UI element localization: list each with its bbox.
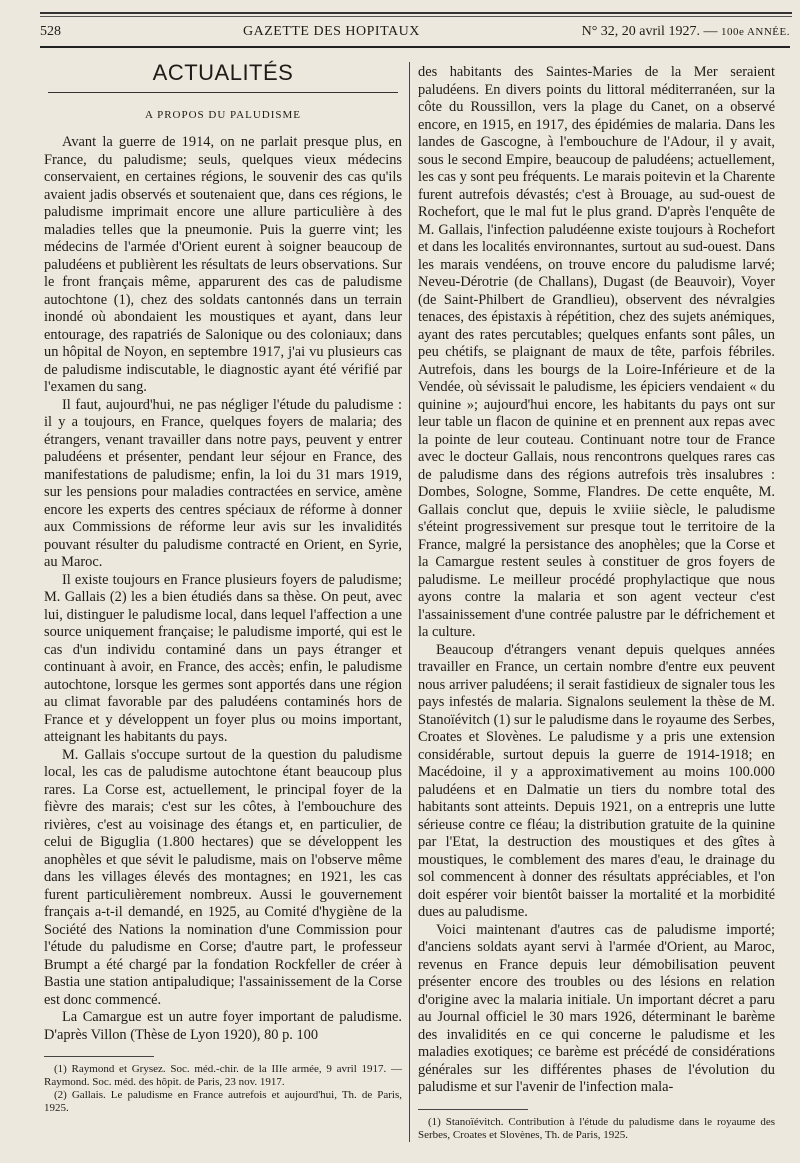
footnote-rule	[44, 1056, 154, 1057]
paragraph: Avant la guerre de 1914, on ne parlait presque plus, en France, du paludisme; seuls, quelques vieux médecins conservaient, en certaines régions, le souvenir des cas qu'ils avaient jadis observés et soutenaient que, dans ces régions, le paludisme imprimait encore une allure particulière à des maladies telles que la pneumonie. Puis la guerre vint; les médecins de l'armée d'Orient eurent à soigner beaucoup de paludéens et publièrent les résultats de leurs observations. Sur le front français même, apparurent des cas de paludisme autochtone (1), chez des soldats cantonnés dans un terrain inondé où abondaient les moustiques et ayant, dans leur entourage, des rapatriés de Salonique ou des coloniaux; dans un hôpital de Noyon, en septembre 1917, j'ai vu plusieurs cas de paludisme indiscutable, le diagnostic ayant été vérifié par l'examen du sang.	[44, 134, 402, 395]
paragraph: Voici maintenant d'autres cas de paludisme importé; d'anciens soldats ayant servi à l'armée d'Orient, au Maroc, revenus en France depuis leur démobilisation peuvent présenter encore des troubles ou des lésions en relation d'origine avec la malaria initiale. Un important décret a paru au Journal officiel le 30 mars 1926, déterminant le barème des invalidités en ce qui concerne le paludisme et les maladies exotiques; ce barème est précédé de considérations générales sur les différentes phases de l'évolution du paludisme et sur l'avenir de l'infection mala-	[418, 921, 775, 1095]
issue-info	[582, 24, 790, 40]
top-border-rule	[40, 12, 792, 14]
left-column	[44, 60, 402, 1115]
paragraph: Beaucoup d'étrangers venant depuis quelques années travailler en France, un certain nombre d'entre eux peuvent nous arriver paludéens; il serait fastidieux de signaler tous les pays infestés de malaria. Signalons seulement la thèse de M. Stanoïévitch (1) sur le paludisme dans le royaume des Serbes, Croates et Slovènes. Le paludisme y a pris une extension considérable, surtout depuis la guerre de 1914-1918; en Macédoine, il y a approximativement au moins 100.000 paludéens et en Dalmatie un tiers du nombre total des habitants sont atteints. Depuis 1921, on a entrepris une lutte sérieuse contre ce fléau; la distribution gratuite de la quinine par l'Etat, la destruction des moustiques et des gîtes à moustiques, le comblement des mares d'eau, le drainage du sol commencent à donner des résultats appréciables, et l'on doit espérer voir bientôt baisser la mortalité et la morbidité dues au paludisme.	[418, 641, 775, 920]
footnote: (1) Raymond et Grysez. Soc. méd.-chir. de la IIIe armée, 9 avril 1917. — Raymond. Soc. méd. des hôpit. de Paris, 23 nov. 1917.	[44, 1063, 402, 1088]
title-rule	[48, 92, 398, 93]
paragraph: des habitants des Saintes-Maries de la Mer seraient paludéens. En divers points du littoral méditerranéen, sur la côte du Roussillon, vers la plage du Canet, on a observé encore, en 1915, en 1917, des épidémies de malaria. Dans les landes de Gascogne, à l'embouchure de l'Adour, il y avait, sous le second Empire, beaucoup de paludéens; actuellement, les cas y sont peu fréquents. Le marais poitevin et la Charente furent autrefois dévastés; c'est à Brouage, au sud-ouest de Rochefort, que le mal fut le plus grand. D'après l'enquête de M. Gallais, l'infection paludéenne existe toujours à Rochefort et dans les localités environnantes, surtout au sud-ouest. Dans les marais vendéens, on trouve encore du paludisme larvé; Neveu-Dérotrie (de Challans), Dugast (de Beauvoir), Voyer (de Saint-Philbert de Grandlieu), observent des névralgies tenaces, des épistaxis à répétition, chez des sujets anémiques, ayant des rates percutables; quelques enfants sont pâles, un peu chétifs, se plaignant de maux de tête, parfois fébriles. Autrefois, dans les bourgs de la Loire-Inférieure et de la Vendée, où sévissait le paludisme, les épiciers vendaient « du quinine »; aujourd'hui encore, les habitants du pays ont sur leur table un flacon de quinine et en prennent aux repas avec la pointe de leur couteau. Continuant notre tour de France avec le docteur Gallais, nous rencontrons quelques rares cas de paludisme dans des régions autrefois très insalubres : Dombes, Sologne, Somme, Flandres. De cette enquête, M. Gallais conclut que, depuis le xviiie siècle, le paludisme s'éteint progressivement sur presque tout le territoire de la France, malgré la persistance des anophèles; que la Corse et la Camargue restent seules à constituer de gros foyers de paludisme. Le meilleur procédé prophylactique que nous ayons contre la malaria et son agent vecteur c'est l'assainissement d'une contrée palustre par le défrichement et la culture.	[418, 64, 775, 640]
article-subtitle: A PROPOS DU PALUDISME	[145, 108, 301, 121]
footnote: (1) Stanoïévitch. Contribution à l'étude du paludisme dans le royaume des Serbes, Croates et Slovènes, Th. de Paris, 1925.	[418, 1115, 775, 1141]
top-border-rule-thin	[40, 16, 792, 17]
journal-title: GAZETTE DES HOPITAUX	[243, 24, 420, 39]
header-rule	[40, 46, 790, 48]
paragraph: Il faut, aujourd'hui, ne pas négliger l'étude du paludisme : il y a toujours, en France, quelques foyers de malaria; des étrangers, venant travailler dans notre pays, peuvent y entrer paludéens et présenter, pendant leur séjour en France, des manifestations de paludisme; enfin, la loi du 31 mars 1919, sur les pensions pour maladies contractées en service, amène encore les experts des centres spéciaux de réforme à donner aux Commissions de réforme leur avis sur les invalidités pouvant résulter du paludisme contracté en Orient, en Syrie, au Maroc.	[44, 396, 402, 570]
right-column	[418, 64, 775, 1142]
footnote: (2) Gallais. Le paludisme en France autrefois et aujourd'hui, Th. de Paris, 1925.	[44, 1089, 402, 1114]
footnote-rule	[418, 1109, 528, 1110]
section-title: ACTUALITÉS	[152, 60, 294, 85]
issue-year: 100e ANNÉE.	[720, 26, 790, 38]
page-header	[40, 24, 790, 48]
page-number: 528	[40, 24, 61, 39]
paragraph: M. Gallais s'occupe surtout de la question du paludisme local, les cas de paludisme autochtone étant beaucoup plus rares. La Corse est, actuellement, le principal foyer de la fièvre des marais; c'est sur les côtes, à l'embouchure des rivières, c'est au voisinage des étangs et, en particulier, de celui de Biguglia (1.800 hectares) que se développent les anophèles et que sévit le paludisme, mais on l'observe même dans les villages élevés des montagnes; en 1921, les cas furent particulièrement nombreux. Aussi le gouvernement français a-t-il demandé, en 1925, au Comité d'hygiène de la Société des Nations la nomination d'une Commission pour l'étude du paludisme en Corse; d'autre part, le professeur Brumpt a été chargé par la fondation Rockfeller de créer à Bastia une station antipaludique; l'assainissement de la Corse est donc commencé.	[44, 746, 402, 1008]
column-divider	[409, 62, 410, 1142]
paragraph: Il existe toujours en France plusieurs foyers de paludisme; M. Gallais (2) les a bien étudiés dans sa thèse. On peut, avec lui, distinguer le paludisme local, dans lequel l'affection a une source uniquement française; le paludisme importé, qui est le cas d'un individu contaminé dans un pays étranger et continuant à avoir, en France, des accès; enfin, le paludisme autochtone, lorsque les germes sont apportés dans une région au climat favorable par des paludéens contaminés hors de France et y développent un foyer plus ou moins important, atteignant les habitants du pays.	[44, 571, 402, 745]
issue-date: N° 32, 20 avril 1927. —	[581, 24, 718, 39]
paragraph: La Camargue est un autre foyer important de paludisme. D'après Villon (Thèse de Lyon 1920), 80 p. 100	[44, 1009, 402, 1043]
